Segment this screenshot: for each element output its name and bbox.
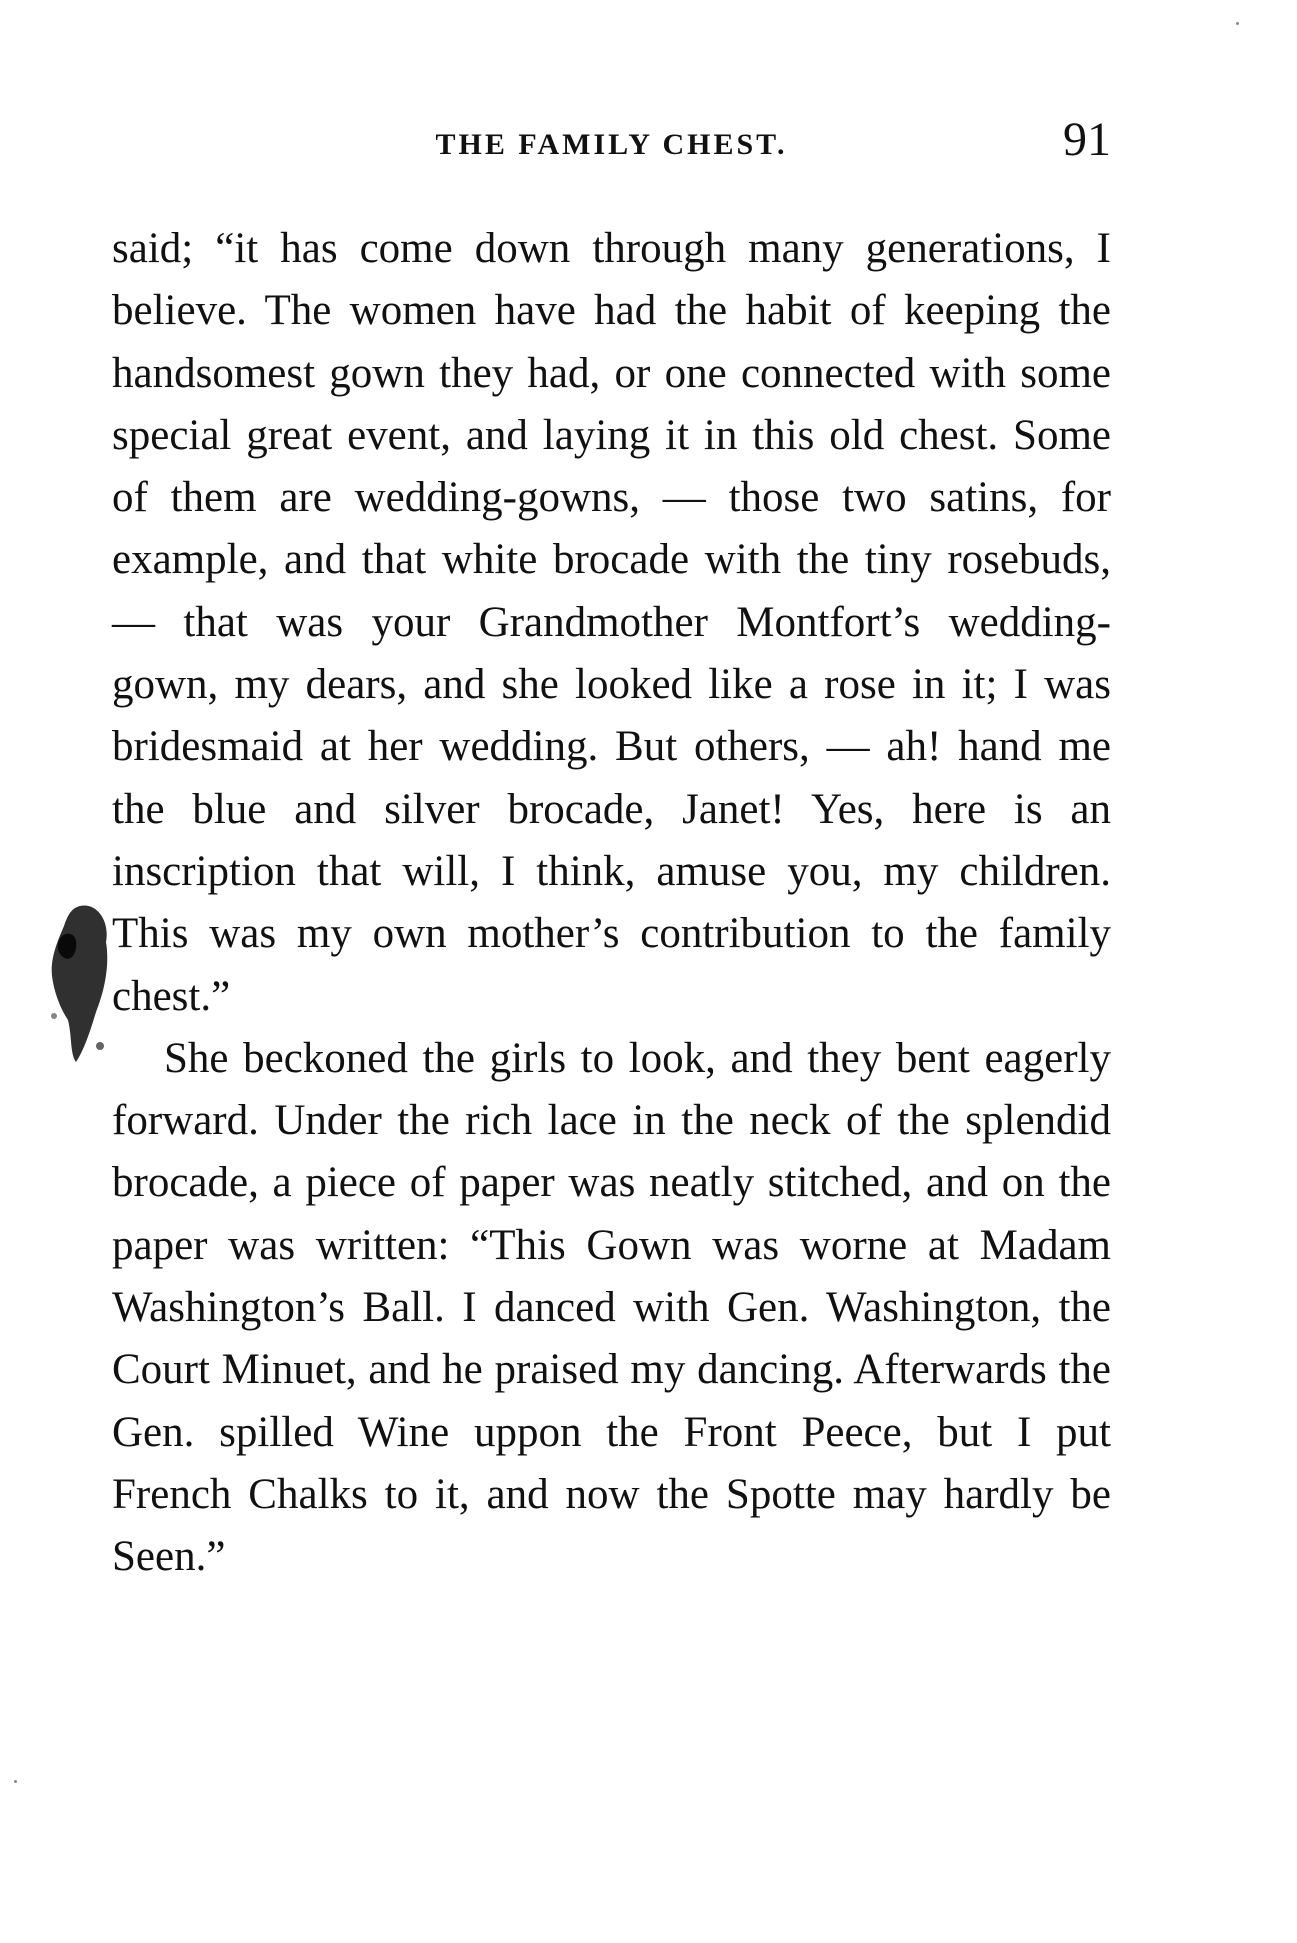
margin-speck <box>1236 22 1239 25</box>
running-title: THE FAMILY CHEST. <box>435 128 788 161</box>
ink-blot-icon <box>40 896 114 1068</box>
paragraph-2: She beckoned the girls to look, and they bent eagerly forward. Under the rich lace in the neck of the splendid brocade, a piece of paper was neatly stitched, and on the paper was written: “This Gown was worne at Madam Washington’s Ball. I danced with Gen. Washington, the Court Minuet, and he praised my dancing. Afterwards the Gen. spilled Wine uppon the Front Peece, but I put French Chalks to it, and now the Spotte may hardly be Seen.” <box>112 1034 1111 1581</box>
running-head <box>112 112 1111 168</box>
body-text <box>112 218 1111 1589</box>
paragraph-1: said; “it has come down through many generations, I believe. The women have had the habit of keeping the handsomest gown they had, or one connected with some special great event, and laying it in this old chest. Some of them are wedding-gowns, — those two satins, for example, and that white brocade with the tiny rosebuds, — that was your Grandmother Montfort’s wedding-gown, my dears, and she looked like a rose in it; I was bridesmaid at her wedding. But others, — ah! hand me the blue and silver brocade, Janet! Yes, here is an inscription that will, I think, amuse you, my children. This was my own mother’s contribution to the family chest.” <box>112 225 1111 1020</box>
page-number: 91 <box>1063 113 1111 166</box>
margin-speck <box>14 1780 17 1783</box>
